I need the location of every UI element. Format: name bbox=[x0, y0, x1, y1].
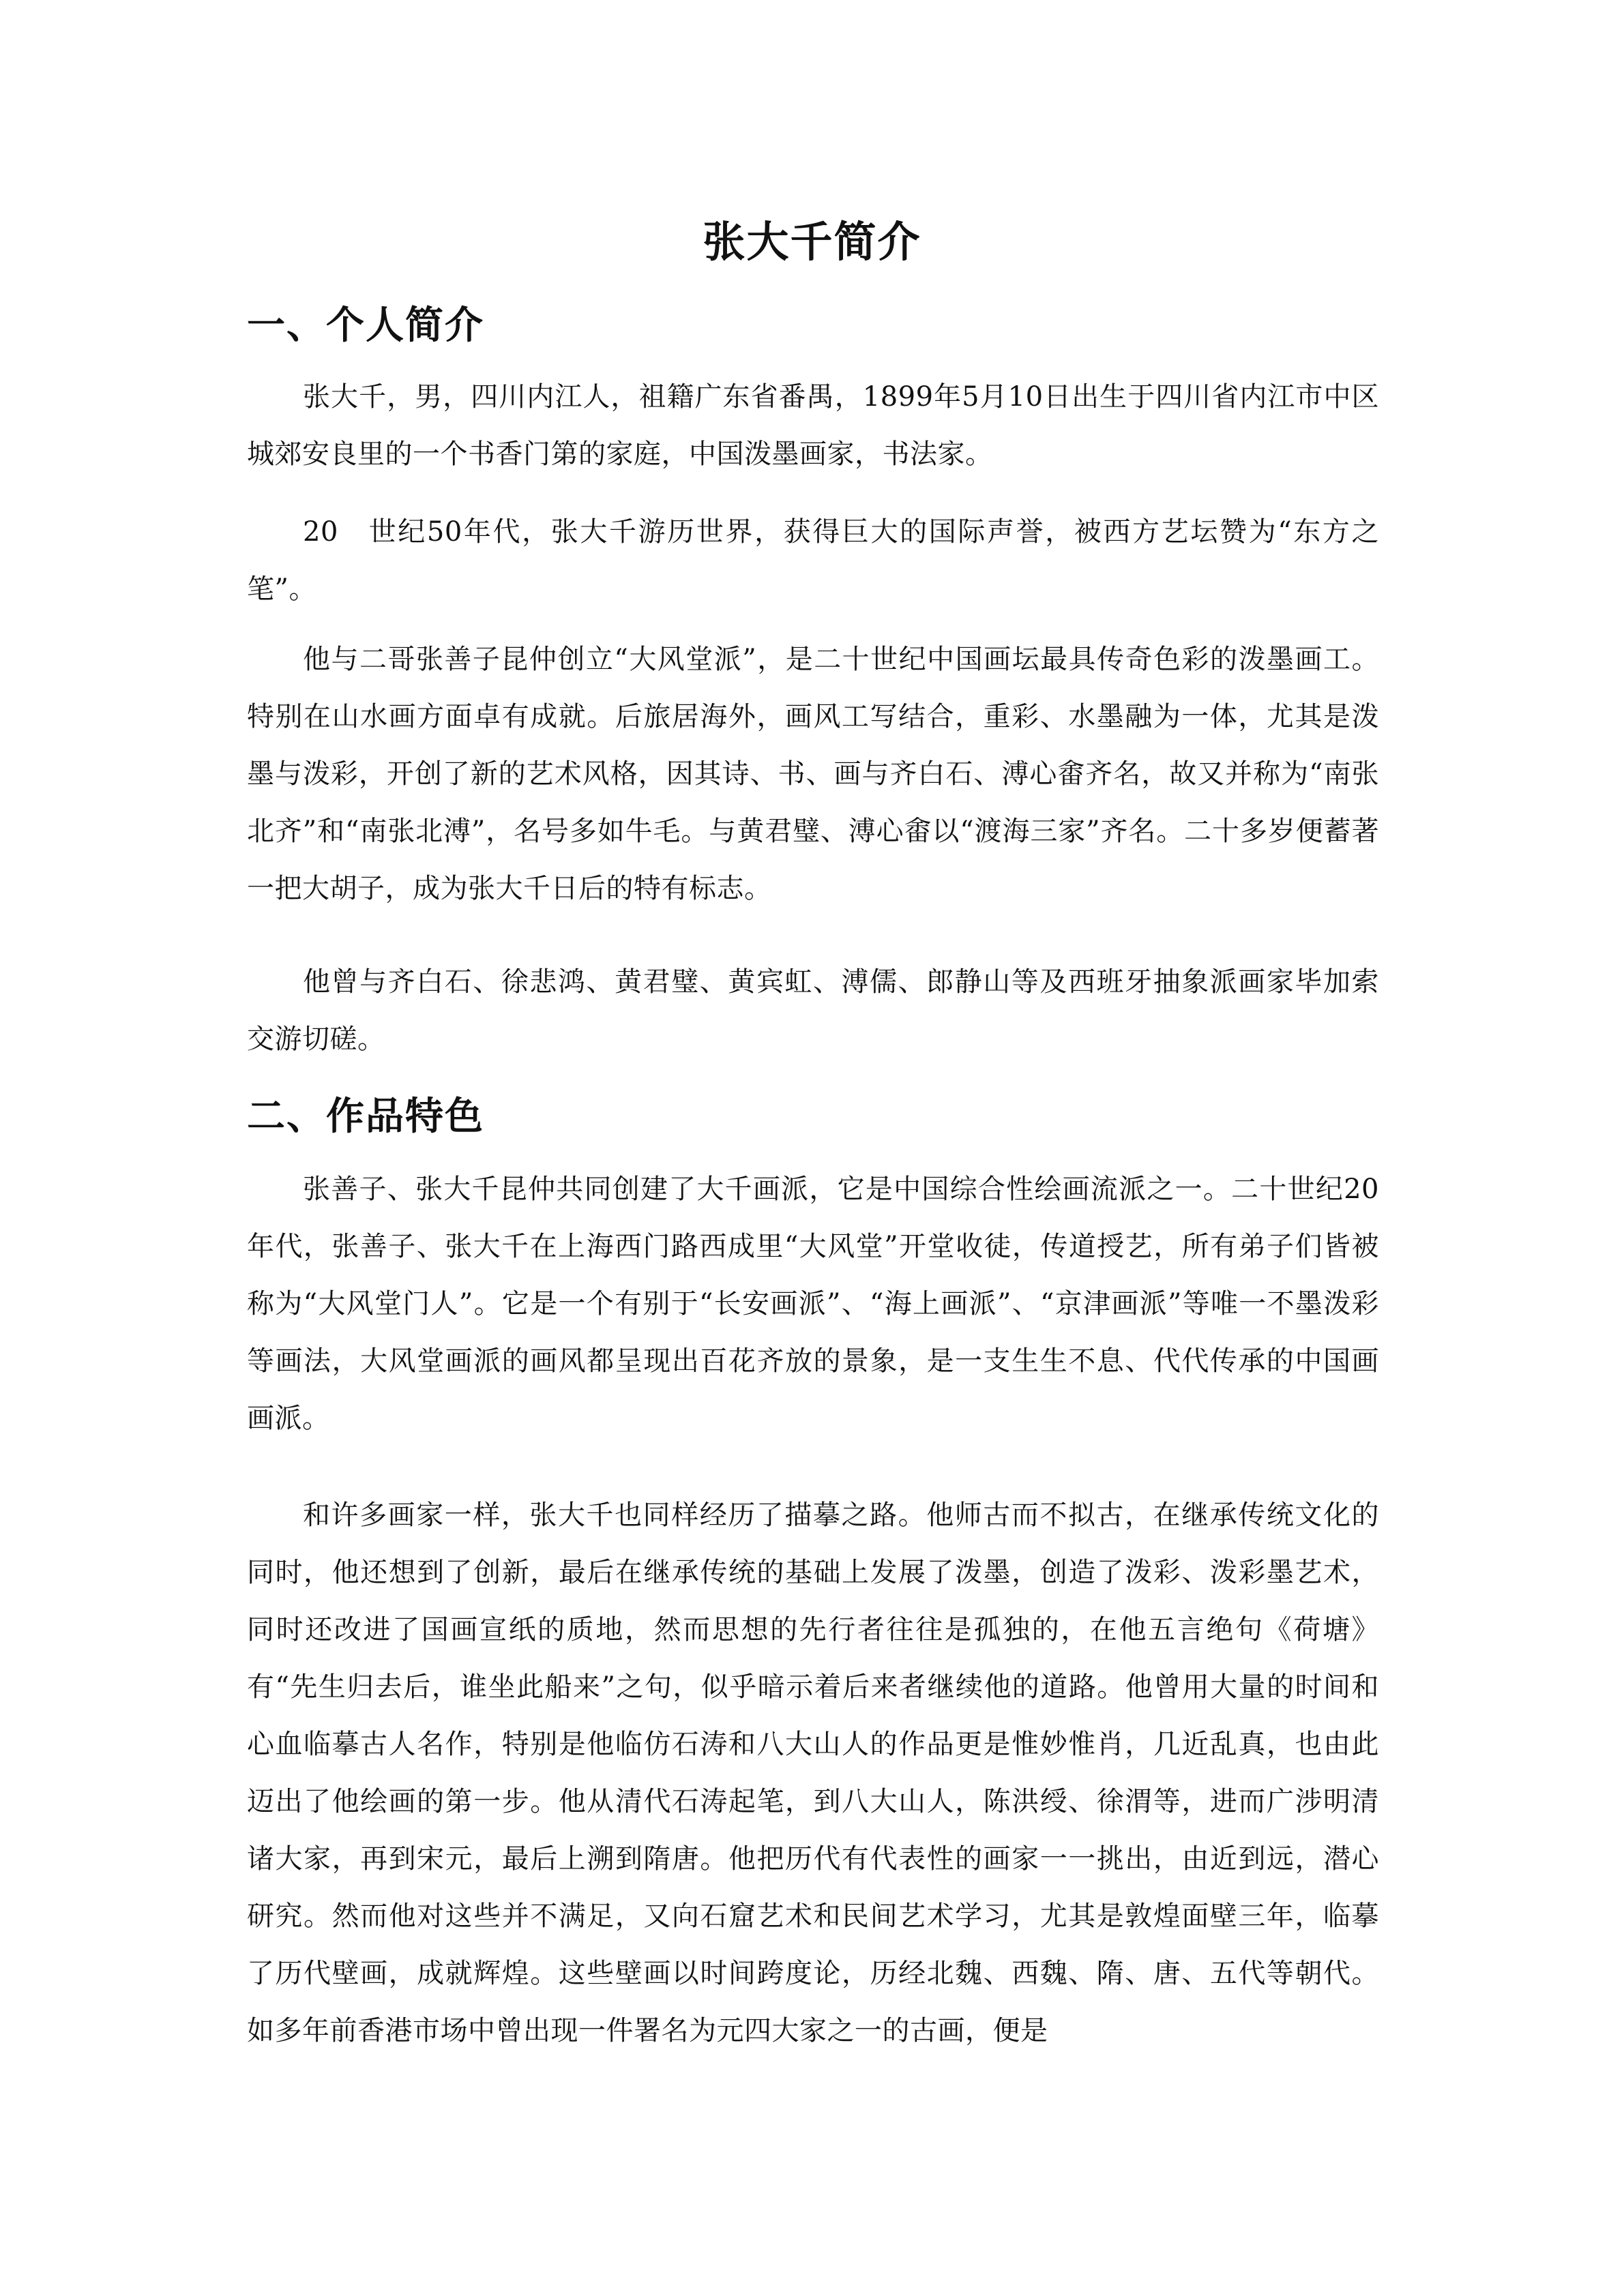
paragraph: 张大千，男，四川内江人，祖籍广东省番禺，1899年5月10日出生于四川省内江市中区城郊安良里的一个书香门第的家庭，中国泼墨画家，书法家。 bbox=[247, 381, 1379, 470]
section-heading-personal: 一、个人简介 bbox=[247, 303, 484, 348]
paragraph: 20 世纪50年代，张大千游历世界，获得巨大的国际声誉，被西方艺坛赞为“东方之笔”。 bbox=[247, 516, 1379, 605]
section-heading-works: 二、作品特色 bbox=[247, 1094, 484, 1139]
paragraph: 和许多画家一样，张大千也同样经历了描摹之路。他师古而不拟古，在继承传统文化的同时，他还想到了创新，最后在继承传统的基础上发展了泼墨，创造了泼彩、泼彩墨艺术，同时还改进了国画宣纸的质地，然而思想的先行者往往是孤独的，在他五言绝句《荷塘》有“先生归去后，谁坐此船来”之句，似乎暗示着后来者继续他的道路。他曾用大量的时间和心血临摹古人名作，特别是他临仿石涛和八大山人的作品更是惟妙惟肖，几近乱真，也由此迈出了他绘画的第一步。他从清代石涛起笔，到八大山人，陈洪绶、徐渭等，进而广涉明清诸大家，再到宋元，最后上溯到隋唐。他把历代有代表性的画家一一挑出，由近到远，潜心研究。然而他对这些并不满足，又向石窟艺术和民间艺术学习，尤其是敦煌面壁三年，临摹了历代壁画，成就辉煌。这些壁画以时间跨度论，历经北魏、西魏、隋、唐、五代等朝代。如多年前香港市场中曾出现一件署名为元四大家之一的古画，便是 bbox=[247, 1500, 1379, 2046]
paragraph: 张善子、张大千昆仲共同创建了大千画派，它是中国综合性绘画流派之一。二十世纪20年代，张善子、张大千在上海西门路西成里“大风堂”开堂收徒，传道授艺，所有弟子们皆被称为“大风堂门人”。它是一个有别于“长安画派”、“海上画派”、“京津画派”等唯一不墨泼彩等画法，大风堂画派的画风都呈现出百花齐放的景象，是一支生生不息、代代传承的中国画画派。 bbox=[247, 1174, 1379, 1434]
paragraph: 他曾与齐白石、徐悲鸿、黄君璧、黄宾虹、溥儒、郎静山等及西班牙抽象派画家毕加索交游切磋。 bbox=[247, 966, 1379, 1055]
paragraph: 他与二哥张善子昆仲创立“大风堂派”，是二十世纪中国画坛最具传奇色彩的泼墨画工。特别在山水画方面卓有成就。后旅居海外，画风工写结合，重彩、水墨融为一体，尤其是泼墨与泼彩，开创了新的艺术风格，因其诗、书、画与齐白石、溥心畬齐名，故又并称为“南张北齐”和“南张北溥”，名号多如牛毛。与黄君璧、溥心畬以“渡海三家”齐名。二十多岁便蓄著一把大胡子，成为张大千日后的特有标志。 bbox=[247, 644, 1379, 904]
document-title: 张大千简介 bbox=[703, 217, 921, 267]
